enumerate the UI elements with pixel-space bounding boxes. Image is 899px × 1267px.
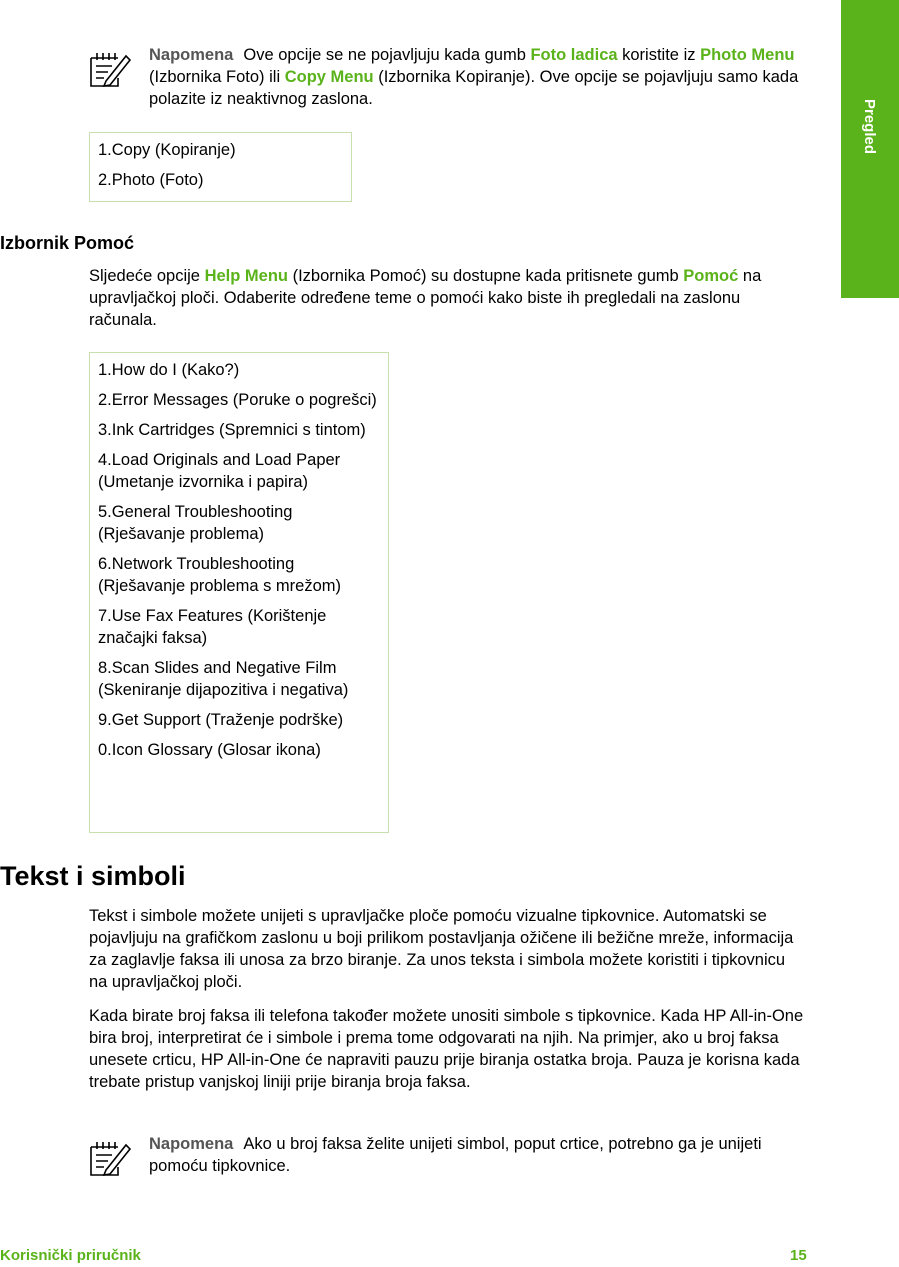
copy-photo-menu-list [89, 132, 352, 202]
menu-item: 6.Network Troubleshooting (Rješavanje problema s mrežom) [98, 555, 341, 595]
note-2-label: Napomena [149, 1135, 234, 1153]
menu-item: 8.Scan Slides and Negative Film (Skeniranje dijapozitiva i negativa) [98, 659, 349, 699]
menu-item: 5.General Troubleshooting (Rješavanje problema) [98, 503, 293, 543]
menu-item: 0.Icon Glossary (Glosar ikona) [98, 741, 321, 759]
foto-ladica-key: Foto ladica [530, 46, 618, 64]
note-2-body: Ako u broj faksa želite unijeti simbol, poput crtice, potrebno ga je unijeti pomoću tipkovnice. [149, 1135, 762, 1175]
side-tab-label-wrap [841, 0, 899, 298]
help-menu-list [89, 352, 389, 833]
note-1-text [149, 44, 808, 110]
help-menu-heading: Izbornik Pomoć [0, 233, 135, 253]
help-menu-key: Help Menu [204, 267, 288, 285]
note-1-text-a: Ove opcije se ne pojavljuju kada gumb [243, 46, 531, 64]
side-tab-label: Pregled [861, 98, 879, 155]
note-icon [88, 1137, 132, 1177]
help-text-a: Sljedeće opcije [89, 267, 205, 285]
help-text-c: na upravljačkoj ploči. Odaberite određene teme o pomoći kako biste ih pregledali na zaslonu računala. [89, 267, 762, 329]
menu-item: 1.Copy (Kopiranje) [98, 141, 236, 159]
menu-item: 3.Ink Cartridges (Spremnici s tintom) [98, 421, 366, 439]
menu-item: 9.Get Support (Traženje podrške) [98, 711, 344, 729]
note-2-text [149, 1133, 808, 1177]
note-1-text-b: koristite iz [617, 46, 701, 64]
footer-manual-title: Korisnički priručnik [0, 1247, 141, 1264]
note-1-text-c: (Izbornika Foto) ili [149, 68, 285, 86]
text-symbols-heading: Tekst i simboli [0, 861, 186, 891]
help-menu-paragraph [89, 265, 804, 331]
note-icon [88, 48, 132, 88]
text-symbols-paragraph-1: Tekst i simbole možete unijeti s upravljačke ploče pomoću vizualne tipkovnice. Automatski se pojavljuju na grafičkom zaslonu u boji prilikom postavljanja ožičene ili bežične mreže, informacija za zaglavlje faksa ili unosa za brzo biranje. Za unos teksta i simbola možete koristiti i tipkovnicu na upravljačkoj ploči. [89, 907, 794, 991]
pomoc-key: Pomoć [683, 267, 739, 285]
photo-menu-key: Photo Menu [700, 46, 795, 64]
menu-item: 1.How do I (Kako?) [98, 361, 240, 379]
text-symbols-paragraph-2: Kada birate broj faksa ili telefona također možete unositi simbole s tipkovnice. Kada HP All-in-One bira broj, interpretirat će i simbole i prema tome odgovarati na njih. Na primjer, ako u broj faksa unesete crticu, HP All-in-One će napraviti pauzu prije biranja ostatka broja. Pauza je korisna kada trebate pristup vanjskoj liniji prije biranja broja faksa. [89, 1007, 804, 1091]
menu-item: 4.Load Originals and Load Paper (Umetanje izvornika i papira) [98, 451, 341, 491]
note-2 [88, 1133, 808, 1183]
menu-item: 2.Error Messages (Poruke o pogrešci) [98, 391, 377, 409]
page-number: 15 [790, 1247, 807, 1264]
note-1-label: Napomena [149, 46, 234, 64]
help-text-b: (Izbornika Pomoć) su dostupne kada pritisnete gumb [288, 267, 684, 285]
note-1-text-d: (Izbornika Kopiranje). Ove opcije se pojavljuju samo kada polazite iz neaktivnog zaslona. [149, 68, 799, 108]
note-1 [88, 44, 808, 114]
copy-menu-key: Copy Menu [284, 68, 374, 86]
menu-item: 2.Photo (Foto) [98, 171, 204, 189]
menu-item: 7.Use Fax Features (Korištenje značajki faksa) [98, 607, 327, 647]
